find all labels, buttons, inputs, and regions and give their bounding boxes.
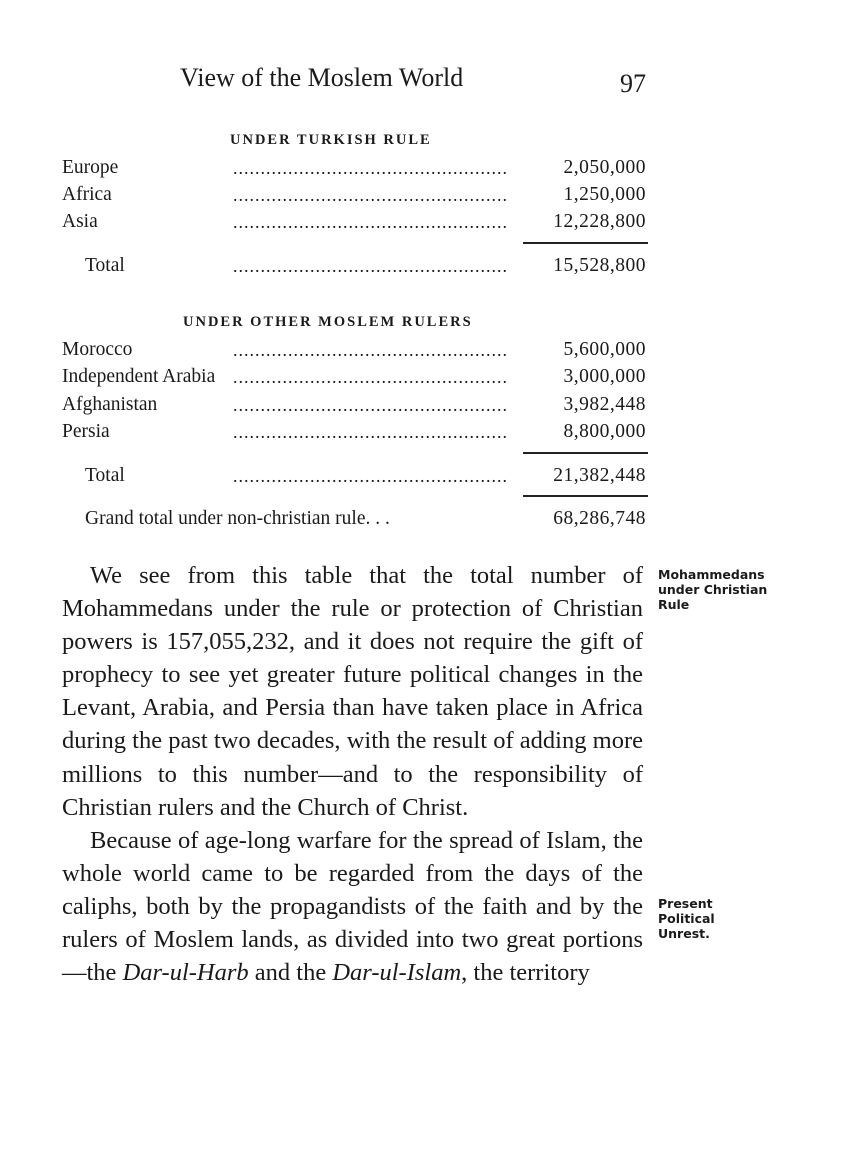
- total-row: [85, 252, 648, 280]
- table-row: [62, 154, 648, 182]
- row-label: Afghanistan: [62, 391, 159, 419]
- row-value: 5,600,000: [563, 339, 646, 360]
- row-label: Independent Arabia: [62, 363, 217, 391]
- total-rule: [523, 242, 648, 244]
- section-heading-turkish: UNDER TURKISH RULE: [230, 132, 432, 148]
- running-title: View of the Moslem World: [180, 63, 464, 92]
- row-label: Africa: [62, 181, 114, 209]
- row-value: 1,250,000: [563, 184, 646, 205]
- row-label: Persia: [62, 418, 112, 446]
- leader-dots: ..................................................: [233, 422, 508, 442]
- row-value: 3,982,448: [563, 394, 646, 415]
- leader-dots: ..................................................: [233, 256, 508, 276]
- total-label: Total: [85, 252, 127, 280]
- leader-dots: ..................................................: [233, 340, 508, 360]
- table-row: [62, 391, 648, 419]
- row-value: 3,000,000: [563, 366, 646, 387]
- leader-dots: ..................................................: [233, 185, 508, 205]
- table-row: [62, 208, 648, 236]
- table-row: [62, 181, 648, 209]
- row-value: 12,228,800: [553, 211, 646, 232]
- leader-dots: ..................................................: [233, 367, 508, 387]
- paragraph-text: Because of age-long warfare for the spread of Islam, the whole world came to be regarded from the days of the caliphs, both by the propagandists of the faith and by the rulers of Moslem lands, as divided into two great portions—the: [62, 826, 643, 987]
- leader-dots: ..................................................: [233, 395, 508, 415]
- paragraph: [62, 824, 643, 989]
- grand-total-row: [85, 505, 648, 533]
- paragraph-text: and the: [248, 959, 333, 987]
- term-dar-ul-harb: Dar-ul-Harb: [122, 959, 249, 987]
- leader-dots: ..................................................: [233, 158, 508, 178]
- table-row: [62, 336, 648, 364]
- leader-dots: ..................................................: [233, 466, 508, 486]
- total-row: [85, 462, 648, 490]
- leader-dots: ..................................................: [233, 212, 508, 232]
- row-label: Europe: [62, 154, 120, 182]
- table-row: [62, 418, 648, 446]
- section-heading-other: UNDER OTHER MOSLEM RULERS: [183, 314, 473, 330]
- margin-note: Present Political Unrest.: [658, 896, 715, 941]
- row-label: Morocco: [62, 336, 134, 364]
- total-rule: [523, 452, 648, 454]
- row-label: Asia: [62, 208, 100, 236]
- total-value: 21,382,448: [553, 465, 646, 486]
- grand-total-rule: [523, 495, 648, 497]
- paragraph: We see from this table that the total number of Mohammedans under the rule or protection of Christian powers is 157,055,232, and it does not require the gift of prophecy to see yet greater future political changes in the Levant, Arabia, and Persia than have taken place in Africa during the past two decades, with the result of adding more millions to this number—and to the responsibility of Christian rulers and the Church of Christ.: [62, 562, 643, 821]
- paragraph-text: , the territory: [461, 959, 590, 987]
- grand-total-label: Grand total under non-christian rule. . .: [85, 505, 392, 533]
- table-row: [62, 363, 648, 391]
- row-value: 2,050,000: [563, 157, 646, 178]
- margin-note: Mohammedans under Christian Rule: [658, 567, 768, 612]
- row-value: 8,800,000: [563, 421, 646, 442]
- body-text: [62, 559, 643, 989]
- page-number: 97: [620, 69, 646, 98]
- term-dar-ul-islam: Dar-ul-Islam: [332, 959, 462, 987]
- total-value: 15,528,800: [553, 255, 646, 276]
- grand-total-value: 68,286,748: [553, 508, 646, 529]
- total-label: Total: [85, 462, 127, 490]
